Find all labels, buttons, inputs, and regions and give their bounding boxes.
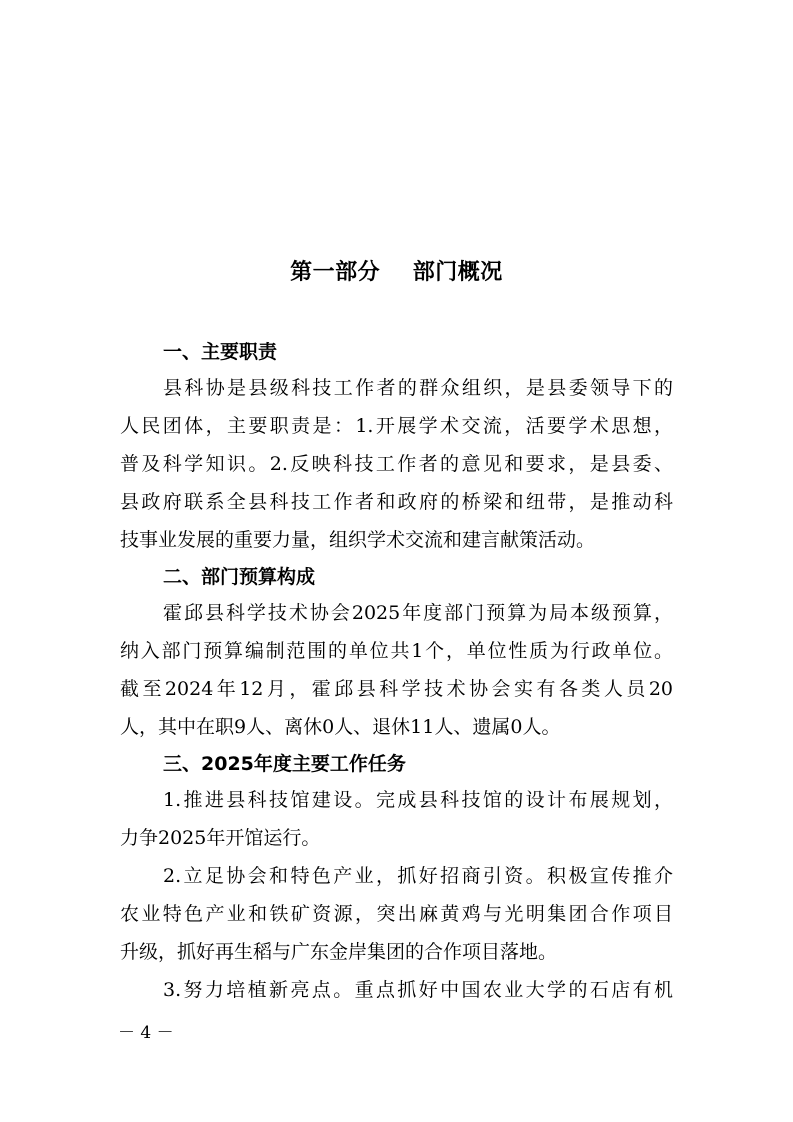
paragraph-line: 升级，抓好再生稻与广东金岸集团的合作项目落地。: [120, 941, 558, 963]
paragraph-line: 县政府联系全县科技工作者和政府的桥梁和纽带，是推动科: [120, 491, 673, 513]
section-heading-work-tasks: 三、2025年度主要工作任务: [163, 753, 406, 775]
section-heading-budget-composition: 二、部门预算构成: [163, 566, 316, 588]
paragraph-line: 普及科学知识。2.反映科技工作者的意见和要求，是县委、: [120, 453, 673, 475]
paragraph-line: 县科协是县级科技工作者的群众组织，是县委领导下的: [163, 377, 673, 399]
paragraph-line: 纳入部门预算编制范围的单位共1个，单位性质为行政单位。: [120, 640, 673, 662]
paragraph-line: 2.立足协会和特色产业，抓好招商引资。积极宣传推介: [163, 865, 673, 887]
page-title: 第一部分 部门概况: [290, 260, 503, 285]
paragraph-line: 霍邱县科学技术协会2025年度部门预算为局本级预算，: [163, 602, 673, 624]
section-heading-main-duties: 一、主要职责: [163, 341, 278, 363]
paragraph-line: 人，其中在职9人、离休0人、退休11人、遗属0人。: [120, 716, 561, 738]
paragraph-line: 1.推进县科技馆建设。完成县科技馆的设计布展规划，: [163, 789, 673, 811]
paragraph-line: 截至2024年12月，霍邱县科学技术协会实有各类人员20: [120, 678, 673, 700]
paragraph-line: 力争2025年开馆运行。: [120, 827, 321, 849]
paragraph-line: 农业特色产业和铁矿资源，突出麻黄鸡与光明集团合作项目: [120, 903, 673, 925]
paragraph-line: 人民团体，主要职责是：1.开展学术交流，活要学术思想，: [120, 415, 673, 437]
page-number: － 4 －: [118, 1023, 174, 1043]
paragraph-line: 技事业发展的重要力量，组织学术交流和建言献策活动。: [120, 529, 596, 551]
paragraph-line: 3.努力培植新亮点。重点抓好中国农业大学的石店有机: [163, 979, 673, 1001]
